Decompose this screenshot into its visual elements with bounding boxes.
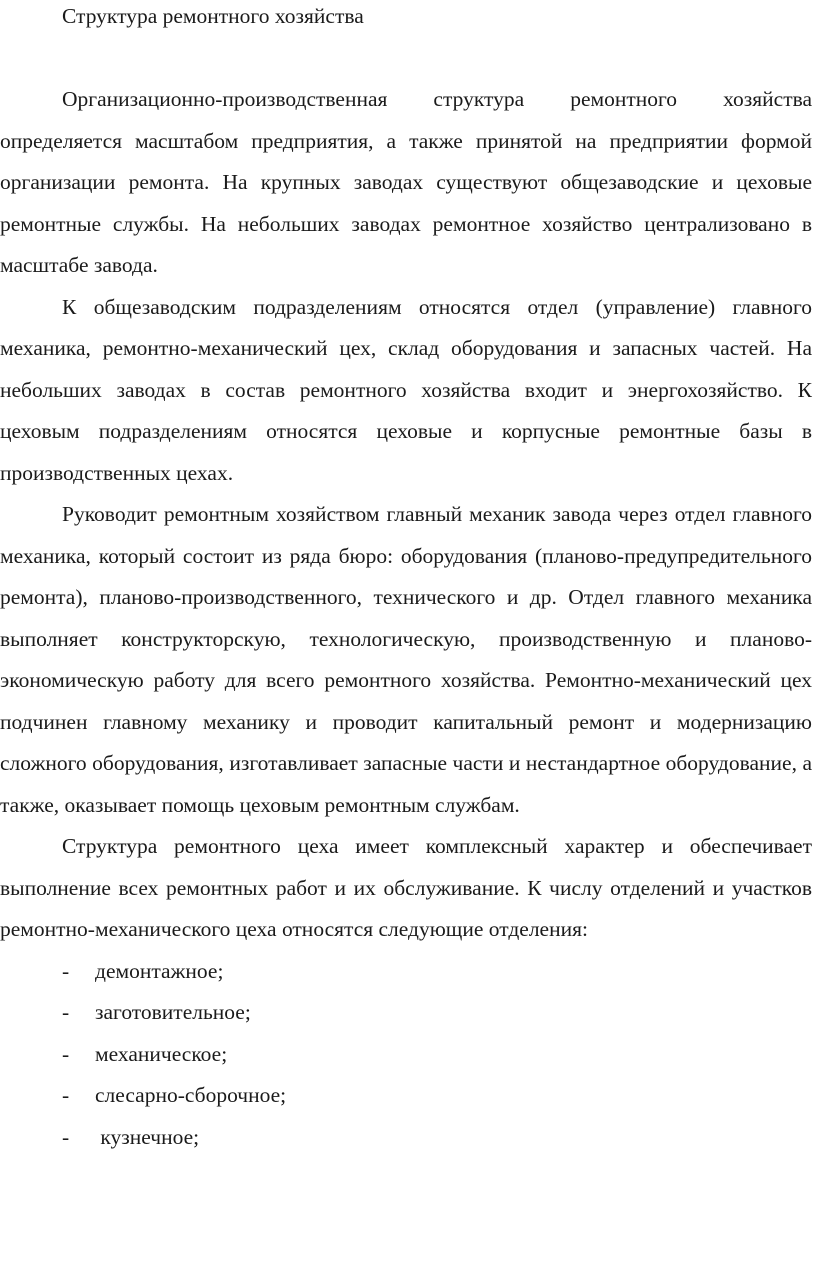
list-item-text: слесарно-сборочное;	[95, 1083, 287, 1107]
list-item	[0, 1034, 812, 1076]
list-item	[0, 1117, 812, 1159]
paragraph-4: Структура ремонтного цеха имеет комплексный характер и обеспечивает выполнение всех ремонтных работ и их обслуживание. К числу отделений и участков ремонтно-механического цеха относятся следующие отделения:	[0, 834, 812, 941]
list-marker: -	[62, 1083, 70, 1107]
list-item	[0, 951, 812, 993]
list-item-text: заготовительное;	[95, 1000, 251, 1024]
list-item-text: механическое;	[95, 1041, 228, 1066]
paragraph-3: Руководит ремонтным хозяйством главный механик завода через отдел главного механика, который состоит из ряда бюро: оборудования (планово-предупредительного ремонта), планово-производственного, технического и др. Отдел главного механика выполняет конструкторскую, технологическую, производственную и планово-экономическую работу для всего ремонтного хозяйства. Ремонтно-механический цех подчинен главному механику и проводит капитальный ремонт и модернизацию сложного оборудования, изготавливает запасные части и нестандартное оборудование, а также, оказывает помощь цеховым ремонтным службам.	[0, 502, 812, 817]
document-body	[0, 79, 812, 1158]
document-title: Структура ремонтного хозяйства	[62, 4, 364, 28]
list-marker: -	[62, 1000, 70, 1024]
list-item	[0, 992, 812, 1034]
list-item-text: демонтажное;	[95, 958, 224, 983]
departments-list	[0, 951, 812, 1159]
list-marker: -	[62, 958, 70, 983]
paragraph-2: К общезаводским подразделениям относятся отдел (управление) главного механика, ремонтно-механический цех, склад оборудования и запасных частей. На небольших заводах в состав ремонтного хозяйства входит и энергохозяйство. К цеховым подразделениям относятся цеховые и корпусные ремонтные базы в производственных цехах.	[0, 294, 812, 485]
list-item-text: кузнечное;	[95, 1124, 200, 1149]
list-item	[0, 1075, 812, 1117]
paragraph-1: Организационно-производственная структура ремонтного хозяйства определяется масштабом предприятия, а также принятой на предприятии формой организации ремонта. На крупных заводах существуют общезаводские и цеховые ремонтные службы. На небольших заводах ремонтное хозяйство централизовано в масштабе завода.	[0, 87, 812, 277]
list-marker: -	[62, 1041, 70, 1066]
list-marker: -	[62, 1124, 70, 1149]
